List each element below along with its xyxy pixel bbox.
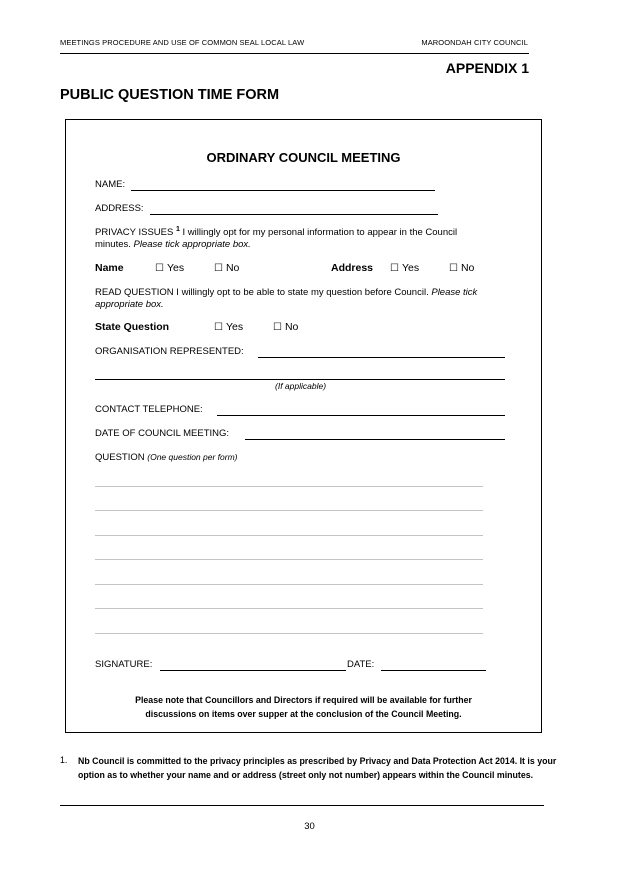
supper-note-line-1: Please note that Councillors and Directors if required will be available for further xyxy=(135,695,472,705)
name-field[interactable] xyxy=(131,190,435,191)
supper-note-line-2: discussions on items over supper at the conclusion of the Council Meeting. xyxy=(145,709,462,719)
name-label: NAME: xyxy=(95,179,126,190)
question-line[interactable] xyxy=(95,633,483,634)
name-no-checkbox[interactable] xyxy=(214,262,239,274)
question-line[interactable] xyxy=(95,486,483,487)
name-yes-checkbox[interactable] xyxy=(155,262,184,274)
meeting-title: ORDINARY COUNCIL MEETING xyxy=(206,150,401,165)
name-option-label: Name xyxy=(95,262,124,274)
footnote-number: 1. xyxy=(60,755,68,765)
date-field[interactable] xyxy=(381,670,486,671)
form-title: PUBLIC QUESTION TIME FORM xyxy=(60,87,280,103)
if-applicable-note: (If applicable) xyxy=(275,381,327,391)
signature-label: SIGNATURE: xyxy=(95,659,153,670)
page-number: 30 xyxy=(304,821,315,832)
meeting-date-field[interactable] xyxy=(245,439,505,440)
organisation-label: ORGANISATION REPRESENTED: xyxy=(95,346,244,357)
read-question-body: READ QUESTION I willingly opt to be able to state my question before Council. xyxy=(95,287,429,298)
checkbox-icon: ☐ xyxy=(390,263,399,274)
state-question-no-checkbox[interactable] xyxy=(273,321,298,333)
footnote-ref: 1 xyxy=(175,226,180,233)
yes-label: Yes xyxy=(166,262,185,274)
appendix-label: APPENDIX 1 xyxy=(445,60,529,76)
no-label: No xyxy=(225,262,240,274)
question-line[interactable] xyxy=(95,584,483,585)
organisation-field[interactable] xyxy=(258,357,505,358)
address-yes-checkbox[interactable] xyxy=(390,262,419,274)
question-line[interactable] xyxy=(95,608,483,609)
read-question-instruction: Please tick xyxy=(431,287,478,298)
question-line[interactable] xyxy=(95,510,483,511)
contact-telephone-label: CONTACT TELEPHONE: xyxy=(95,404,203,415)
header-divider xyxy=(60,53,529,54)
question-label xyxy=(95,452,238,463)
address-option-label: Address xyxy=(331,262,374,274)
question-label-text: QUESTION xyxy=(95,452,145,463)
header-right: MAROONDAH CITY COUNCIL xyxy=(421,38,528,47)
question-hint: (One question per form) xyxy=(147,452,238,462)
no-label: No xyxy=(284,321,299,333)
state-question-yes-checkbox[interactable] xyxy=(214,321,243,333)
address-label: ADDRESS: xyxy=(95,203,144,214)
yes-label: Yes xyxy=(225,321,244,333)
privacy-text-2 xyxy=(95,239,251,250)
organisation-field-2[interactable] xyxy=(95,379,505,380)
meeting-date-label: DATE OF COUNCIL MEETING: xyxy=(95,428,230,439)
no-label: No xyxy=(460,262,475,274)
date-label: DATE: xyxy=(347,659,375,670)
header-left: MEETINGS PROCEDURE AND USE OF COMMON SEAL LOCAL LAW xyxy=(60,38,305,47)
privacy-text xyxy=(95,226,457,238)
footer-divider xyxy=(60,805,544,806)
yes-label: Yes xyxy=(401,262,420,274)
signature-field[interactable] xyxy=(160,670,346,671)
question-line[interactable] xyxy=(95,535,483,536)
footnote-text: Nb Council is committed to the privacy principles as prescribed by Privacy and Data Protection Act 2014. It is your option as to whether your name and or address (street only not number) appears within the Council minutes. xyxy=(78,756,557,780)
supper-note xyxy=(65,693,542,721)
state-question-label: State Question xyxy=(95,321,170,333)
read-question-instruction-2: appropriate box. xyxy=(95,299,164,310)
address-no-checkbox[interactable] xyxy=(449,262,474,274)
privacy-instruction: Please tick appropriate box. xyxy=(133,239,251,250)
privacy-body-2: minutes. xyxy=(95,239,131,250)
privacy-heading: PRIVACY ISSUES xyxy=(95,227,174,239)
checkbox-icon: ☐ xyxy=(449,263,458,274)
checkbox-icon: ☐ xyxy=(214,322,223,333)
checkbox-icon: ☐ xyxy=(273,322,282,333)
contact-telephone-field[interactable] xyxy=(217,415,505,416)
privacy-body: I willingly opt for my personal information to appear in the Council xyxy=(182,227,458,239)
read-question-text xyxy=(95,287,477,298)
checkbox-icon: ☐ xyxy=(155,263,164,274)
address-field[interactable] xyxy=(150,214,438,215)
checkbox-icon: ☐ xyxy=(214,263,223,274)
question-line[interactable] xyxy=(95,559,483,560)
